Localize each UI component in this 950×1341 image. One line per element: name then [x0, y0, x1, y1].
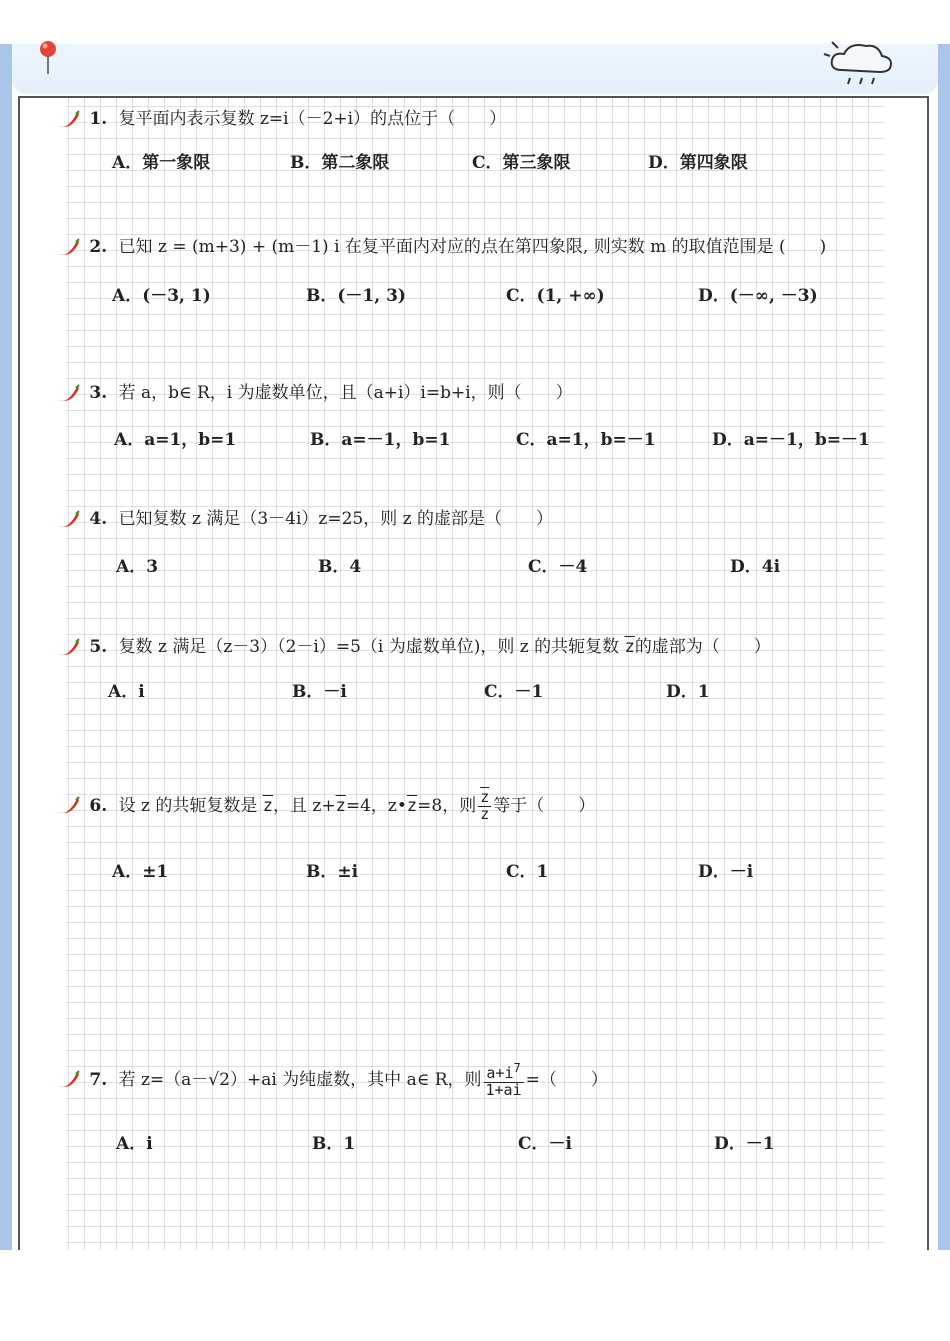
fraction-numerator: [484, 1062, 524, 1083]
question-5: [56, 632, 771, 658]
question-stem: 已知复数 z 满足（3－4i）z=25，则 z 的虚部是（ ）: [118, 509, 553, 529]
question-stem-5: 等于（ ）: [493, 795, 596, 816]
header-strip: [12, 44, 938, 94]
option-a: A．3: [116, 557, 159, 577]
chili-pepper-icon: [56, 1070, 80, 1090]
conjugate-symbol: $\overline{z}$: [624, 637, 635, 657]
option-c: C．(1, +∞): [506, 286, 605, 306]
option-b: B．±i: [306, 862, 359, 882]
chili-pepper-icon: [56, 110, 80, 130]
question-number: 1.: [89, 109, 108, 129]
right-side-band: [938, 44, 950, 1250]
question-stem-end: 的虚部为（ ）: [634, 637, 771, 657]
chili-pepper-icon: [56, 796, 80, 816]
question-number: 5.: [89, 637, 108, 657]
chili-pepper-icon: [56, 238, 80, 258]
option-c: C．a=1，b=－1: [516, 430, 656, 450]
option-b: B．－i: [292, 682, 347, 702]
question-number: 6.: [89, 795, 108, 816]
chili-pepper-icon: [56, 384, 80, 404]
option-a: A．(－3, 1): [112, 286, 211, 306]
option-a: A．a=1，b=1: [114, 430, 237, 450]
question-7: [56, 1062, 608, 1099]
option-d: D．1: [666, 682, 710, 702]
option-b: B．1: [312, 1134, 356, 1154]
question-stem-2: =（ ）: [525, 1069, 608, 1090]
question-stem: 若 a，b∈ R，i 为虚数单位，且（a+i）i=b+i，则（ ）: [118, 383, 573, 403]
option-c: C．第三象限: [472, 153, 571, 173]
fraction-denominator: 1+ai: [485, 1080, 522, 1099]
option-a: A．i: [116, 1134, 153, 1154]
option-b: B．a=－1，b=1: [310, 430, 451, 450]
option-b: B．4: [318, 557, 362, 577]
question-stem-2: ，且 z+: [272, 795, 336, 816]
option-d: D．－1: [714, 1134, 775, 1154]
sheet-margin-right: [884, 98, 927, 1250]
question-number: 2.: [89, 237, 108, 257]
question-number: 3.: [89, 383, 108, 403]
option-d: D．4i: [730, 557, 781, 577]
question-number: 7.: [89, 1069, 108, 1090]
question-stem-3: =4，z•: [345, 795, 407, 816]
conjugate-symbol: $\overline{z}$: [406, 795, 418, 816]
chili-pepper-icon: [56, 638, 80, 658]
question-2: [56, 232, 826, 258]
question-3: [56, 378, 573, 404]
option-b: B．(－1, 3): [306, 286, 406, 306]
left-side-band: [0, 44, 12, 1250]
question-stem: 复数 z 满足（z－3）（2－i）=5（i 为虚数单位)，则 z 的共轭复数: [118, 637, 625, 657]
fraction-denominator: z: [480, 804, 490, 823]
conjugate-symbol: $\overline{z}$: [335, 795, 346, 816]
question-stem-4: =8，则: [417, 795, 477, 816]
option-d: D．第四象限: [648, 153, 748, 173]
fraction-numerator: $\overline{z}$: [480, 788, 490, 806]
option-a: A．第一象限: [112, 153, 211, 173]
fraction-numerator-text: a+i: [486, 1064, 514, 1082]
option-b: B．第二象限: [290, 153, 390, 173]
option-d: D．(－∞, －3): [698, 286, 818, 306]
option-a: A．i: [108, 682, 145, 702]
question-stem: 设 z 的共轭复数是: [118, 795, 263, 816]
option-d: D．a=－1，b=－1: [712, 430, 870, 450]
question-4: [56, 504, 553, 530]
question-6: [56, 790, 595, 823]
conjugate-symbol: $\overline{z}$: [262, 795, 273, 816]
option-c: C．1: [506, 862, 549, 882]
exponent: 7: [513, 1061, 521, 1075]
question-stem: 若 z=（a－√2）+ai 为纯虚数，其中 a∈ R，则: [118, 1069, 482, 1090]
question-1: [56, 104, 506, 130]
rain-cloud-icon: [820, 40, 900, 88]
option-c: C．－4: [528, 557, 588, 577]
fraction: [484, 1062, 524, 1099]
question-stem: 已知 z = (m+3) + (m－1) i 在复平面内对应的点在第四象限, 则实数 m 的取值范围是 ( ): [118, 237, 827, 257]
option-c: C．－1: [484, 682, 544, 702]
chili-pepper-icon: [56, 510, 80, 530]
option-d: D．－i: [698, 862, 754, 882]
question-number: 4.: [89, 509, 108, 529]
question-stem: 复平面内表示复数 z=i（－2+i）的点位于（ ）: [118, 109, 507, 129]
fraction: [478, 790, 491, 823]
pushpin-icon: [35, 40, 61, 76]
option-c: C．－i: [518, 1134, 572, 1154]
option-a: A．±1: [112, 862, 169, 882]
